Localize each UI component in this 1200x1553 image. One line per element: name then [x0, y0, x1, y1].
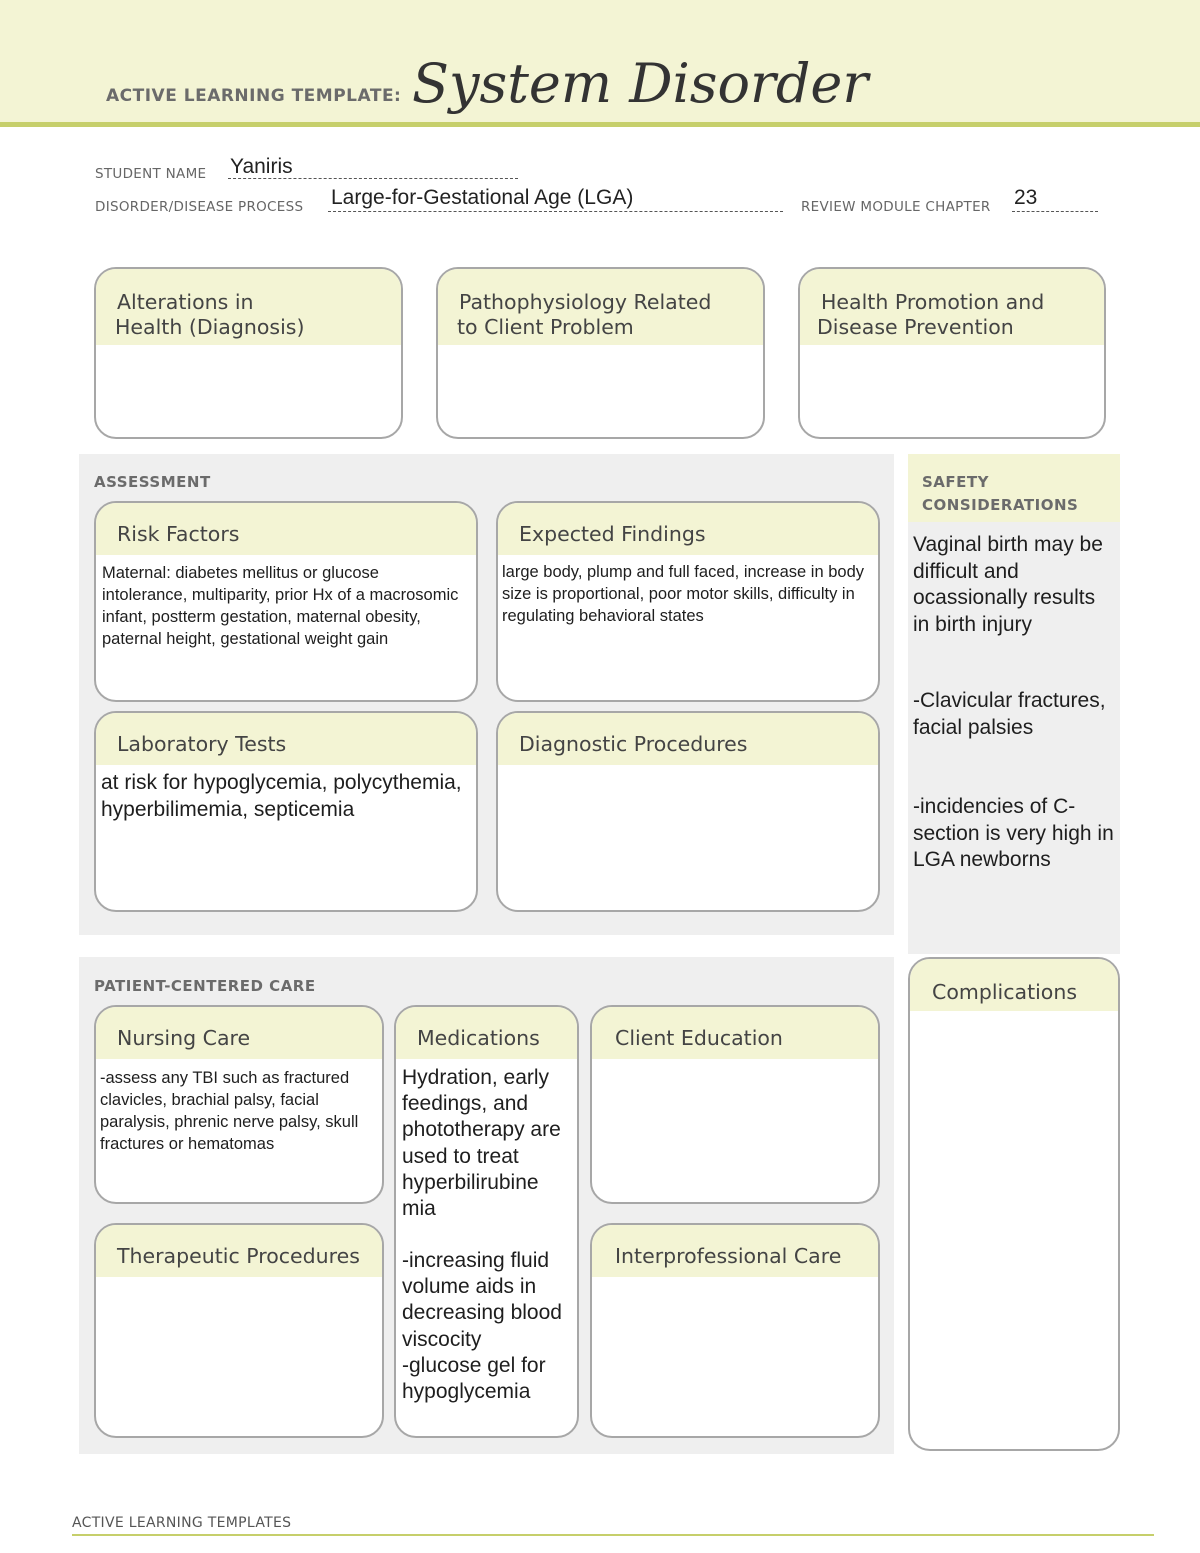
safety-label: SAFETY [922, 473, 989, 491]
card-title: Expected Findings [519, 522, 706, 546]
safety-para-2[interactable]: -Clavicular fractures, facial palsies [913, 689, 1106, 739]
card-title: to Client Problem [457, 315, 634, 339]
card-title: Disease Prevention [817, 315, 1014, 339]
card-title: Diagnostic Procedures [519, 732, 748, 756]
nursing-care-card [94, 1005, 384, 1204]
chapter-label: REVIEW MODULE CHAPTER [801, 199, 991, 215]
card-title: Nursing Care [117, 1026, 251, 1050]
chapter-line [1012, 211, 1098, 212]
card-title: Risk Factors [117, 522, 240, 546]
medications-body-1[interactable]: Hydration, early feedings, and phototherapy are used to treat hyperbilirubine mia [402, 1066, 561, 1221]
safety-label: CONSIDERATIONS [922, 496, 1079, 514]
expected-findings-card [496, 501, 880, 702]
disorder-label: DISORDER/DISEASE PROCESS [95, 199, 304, 215]
patient-care-label: PATIENT-CENTERED CARE [94, 977, 316, 995]
student-name-field[interactable]: Yaniris [230, 155, 293, 178]
interprofessional-care-card [590, 1223, 880, 1438]
student-name-label: STUDENT NAME [95, 166, 207, 182]
medications-body-3[interactable]: -glucose gel for hypoglycemia [402, 1354, 546, 1404]
client-education-card [590, 1005, 880, 1204]
safety-para-1[interactable]: Vaginal birth may be difficult and ocassionally results in birth injury [913, 533, 1103, 636]
card-title: Alterations in [117, 290, 254, 314]
safety-panel [908, 454, 1120, 954]
card-title: Health (Diagnosis) [115, 315, 305, 339]
laboratory-tests-body[interactable]: at risk for hypoglycemia, polycythemia, hyperbilimemia, septicemia [101, 771, 462, 821]
footer-label: ACTIVE LEARNING TEMPLATES [72, 1515, 292, 1531]
risk-factors-card [94, 501, 478, 702]
disorder-line [328, 211, 783, 212]
disorder-field[interactable]: Large-for-Gestational Age (LGA) [331, 186, 634, 209]
safety-para-3[interactable]: -incidencies of C-section is very high in LGA newborns [913, 795, 1114, 871]
risk-factors-body[interactable]: Maternal: diabetes mellitus or glucose intolerance, multiparity, prior Hx of a macrosomic infant, postterm gestation, maternal obesity, paternal height, gestational weight gain [102, 564, 459, 648]
card-title: Interprofessional Care [615, 1244, 842, 1268]
card-title: Laboratory Tests [117, 732, 287, 756]
medications-card [394, 1005, 579, 1438]
pathophysiology-card [436, 267, 765, 439]
template-label: ACTIVE LEARNING TEMPLATE: [106, 86, 402, 106]
footer-rule [72, 1534, 1154, 1536]
card-title: Client Education [615, 1026, 783, 1050]
alterations-card [94, 267, 403, 439]
assessment-label: ASSESSMENT [94, 473, 211, 491]
health-promotion-card [798, 267, 1106, 439]
complications-card [908, 957, 1120, 1451]
chapter-field[interactable]: 23 [1014, 186, 1038, 209]
therapeutic-procedures-card [94, 1223, 384, 1438]
card-title: Medications [417, 1026, 540, 1050]
medications-body-2[interactable]: -increasing fluid volume aids in decreasing blood viscocity [402, 1249, 562, 1351]
card-title: Complications [932, 980, 1078, 1004]
card-title: Pathophysiology Related [459, 290, 712, 314]
card-title: Health Promotion and [821, 290, 1045, 314]
card-title: Therapeutic Procedures [117, 1244, 360, 1268]
diagnostic-procedures-card [496, 711, 880, 912]
page-title: System Disorder [412, 52, 869, 115]
expected-findings-body[interactable]: large body, plump and full faced, increase in body size is proportional, poor motor skills, difficulty in regulating behavioral states [502, 563, 865, 625]
header-rule [0, 122, 1200, 127]
laboratory-tests-card [94, 711, 478, 912]
nursing-care-body[interactable]: -assess any TBI such as fractured clavicles, brachial palsy, facial paralysis, phrenic nerve palsy, skull fractures or hematomas [100, 1069, 359, 1153]
